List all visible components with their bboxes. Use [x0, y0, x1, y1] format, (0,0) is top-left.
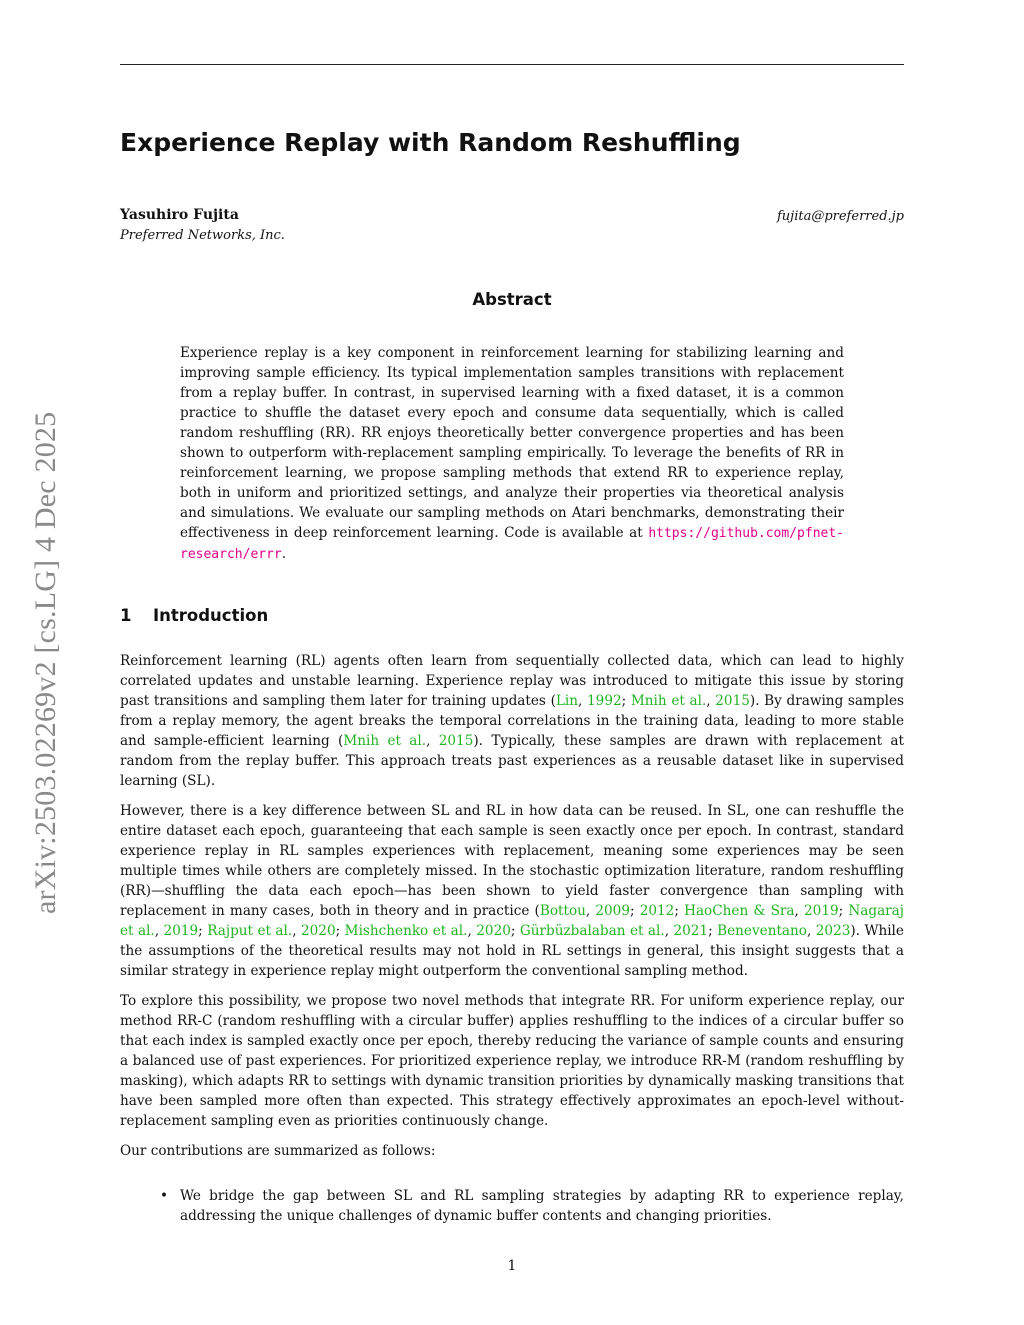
text-run: ,	[806, 923, 816, 939]
abstract-body	[180, 343, 844, 565]
contributions-list	[120, 1186, 904, 1226]
citation-link[interactable]: 2009	[595, 903, 630, 919]
abstract-text: Experience replay is a key component in reinforcement learning for stabilizing learning and improving sample efficiency. Its typical implementation samples transitions with replacement from a replay buffer. In contrast, in supervised learning with a fixed dataset, it is a common practice to shuffle the dataset every epoch and consume data sequentially, which is called random reshuffling (RR). RR enjoys theoretically better convergence properties and has been shown to outperform with-replacement sampling empirically. To leverage the benefits of RR in reinforcement learning, we propose sampling methods that extend RR to experience replay, both in uniform and prioritized settings, and analyze their properties via theoretical analysis and simulations. We evaluate our sampling methods on Atari benchmarks, demonstrating their effectiveness in deep reinforcement learning. Code is available at	[180, 345, 844, 541]
citation-link[interactable]: 2020	[476, 923, 511, 939]
text-run: ;	[629, 903, 640, 919]
page-number: 1	[507, 1258, 517, 1274]
text-run: Reinforcement learning (RL) agents often learn from sequentially collected data, which can lead to highly correlated updates and unstable learning. Experience replay was introduced to mitigate this issue by storing past transitions and sampling them later for training updates (	[120, 653, 904, 709]
citation-link[interactable]: HaoChen & Sra	[684, 903, 795, 919]
author-email[interactable]: fujita@preferred.jp	[776, 209, 904, 224]
citation-link[interactable]: 2023	[815, 923, 851, 939]
citation-link[interactable]: Bottou	[539, 903, 586, 919]
text-run: ,	[664, 923, 674, 939]
intro-paragraph-4: Our contributions are summarized as follows:	[120, 1143, 436, 1159]
citation-link[interactable]: Nagaraj et al.	[120, 903, 904, 939]
citation-link[interactable]: Mishchenko et al.	[344, 923, 468, 939]
text-run: However, there is a key difference between SL and RL in how data can be reused. In SL, one can reshuffle the entire dataset each epoch, guaranteeing that each sample is seen exactly once per epoch. In contrast, standard experience replay in RL samples experiences with replacement, meaning some experiences may be seen multiple times while others are completely missed. In the stochastic optimization literature, random reshuffling (RR)—shuffling the data each epoch—has been shown to yield faster convergence than sampling with replacement in many cases, both in theory and in practice (	[120, 803, 904, 919]
text-run: ). Typically, these samples are drawn with replacement at random from the replay buffer. This approach treats past experiences as a reusable dataset like in supervised learning (SL).	[120, 733, 904, 789]
citation-link[interactable]: 2020	[301, 923, 336, 939]
text-run: ). By drawing samples from a replay memory, the agent breaks the temporal correlations in the training data, leading to more stable and sample-efficient learning (	[120, 693, 904, 749]
text-run: ;	[335, 923, 345, 939]
citation-link[interactable]: 2015	[715, 693, 750, 709]
paper-title: Experience Replay with Random Reshuffling	[120, 128, 741, 157]
text-run: ;	[510, 923, 520, 939]
abstract-heading: Abstract	[472, 290, 552, 309]
citation-link[interactable]: 2015	[438, 733, 474, 749]
citation-link[interactable]: 1992	[587, 693, 622, 709]
text-run: ,	[794, 903, 805, 919]
citation-link[interactable]: Lin	[555, 693, 579, 709]
citation-link[interactable]: Beneventano	[717, 923, 807, 939]
section-number: 1	[120, 606, 132, 625]
text-run: ;	[708, 923, 718, 939]
author-name: Yasuhiro Fujita	[120, 207, 239, 223]
text-run: ). While the assumptions of the theoretical results may not hold in RL settings in general, this insight suggests that a similar strategy in experience replay might outperform the conventional sampling method.	[120, 923, 904, 979]
citation-link[interactable]: 2019	[804, 903, 839, 919]
text-run: ;	[198, 923, 208, 939]
contribution-text: We bridge the gap between SL and RL sampling strategies by adapting RR to experience replay, addressing the unique challenges of dynamic buffer contents and changing priorities.	[180, 1188, 904, 1224]
citation-link[interactable]: Rajput et al.	[207, 923, 293, 939]
arxiv-identifier: arXiv:2503.02269v2 [cs.LG] 4 Dec 2025	[29, 411, 62, 915]
text-run: ,	[292, 923, 301, 939]
contribution-item	[120, 1186, 904, 1226]
text-run: ,	[578, 693, 588, 709]
text-run: ,	[585, 903, 596, 919]
abstract-end: .	[281, 546, 287, 562]
text-run: ;	[621, 693, 631, 709]
citation-link[interactable]: 2012	[639, 903, 675, 919]
text-run: ,	[706, 693, 716, 709]
bullet-icon: •	[160, 1188, 169, 1204]
intro-paragraph-2	[120, 801, 904, 981]
citation-link[interactable]: Gürbüzbalaban et al.	[519, 923, 665, 939]
intro-paragraph-1	[120, 651, 904, 791]
text-run: ;	[674, 903, 685, 919]
code-repository-link[interactable]: https://github.com/pfnet-research/errr	[180, 526, 844, 562]
text-run: ,	[154, 923, 164, 939]
citation-link[interactable]: 2019	[163, 923, 199, 939]
author-affiliation: Preferred Networks, Inc.	[120, 228, 285, 243]
text-run: ,	[467, 923, 477, 939]
section-title: Introduction	[153, 606, 269, 625]
citation-link[interactable]: Mnih et al.	[343, 733, 427, 749]
text-run: ,	[426, 733, 439, 749]
citation-link[interactable]: Mnih et al.	[630, 693, 707, 709]
title-top-rule	[120, 64, 904, 65]
citation-link[interactable]: 2021	[673, 923, 709, 939]
intro-paragraph-3: To explore this possibility, we propose two novel methods that integrate RR. For uniform experience replay, our method RR-C (random reshuffling with a circular buffer) applies reshuffling to the indices of a circular buffer so that each index is sampled exactly once per epoch, thereby reducing the variance of sample counts and ensuring a balanced use of past experiences. For prioritized experience replay, we introduce RR-M (random reshuffling by masking), which adapts RR to settings with dynamic transition priorities by dynamically masking transitions that have been sampled more often than expected. This strategy effectively approximates an epoch-level without-replacement sampling even as priorities continuously change.	[120, 993, 904, 1129]
text-run: ;	[838, 903, 849, 919]
section-heading-introduction	[120, 606, 268, 625]
introduction-body	[120, 651, 904, 1171]
